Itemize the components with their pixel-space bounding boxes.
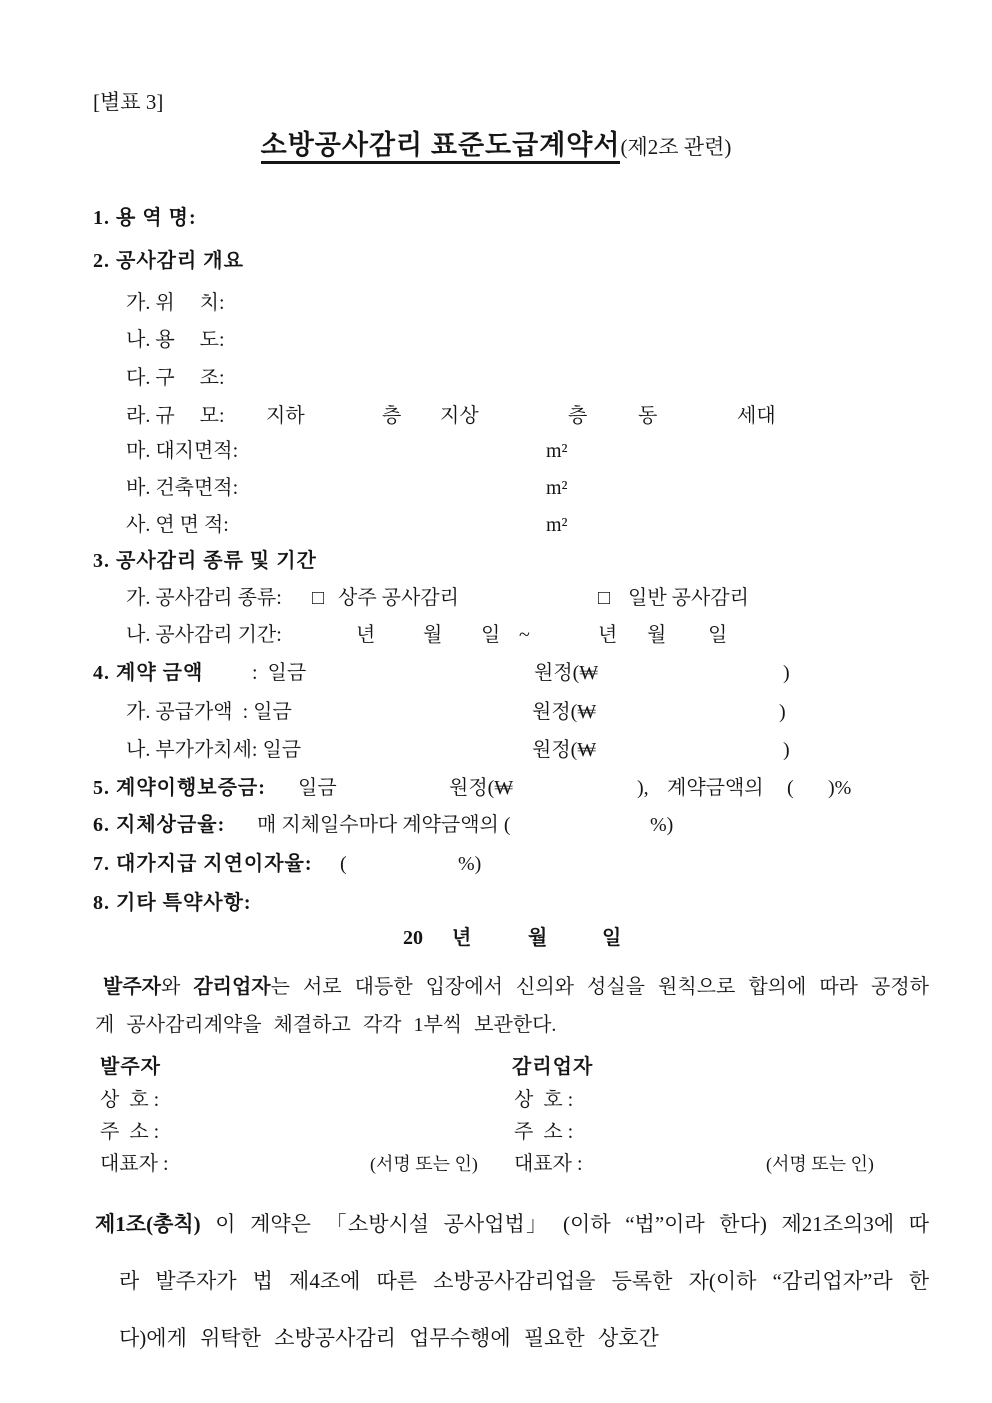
- performance-bond-close: ),: [637, 777, 649, 799]
- overview-location-label: 가. 위 치:: [126, 292, 225, 314]
- intro-supervisor-bold: 감리업자: [193, 976, 271, 998]
- supervision-period-label: 나. 공사감리 기간:: [126, 624, 282, 646]
- building-area-label: 바. 건축면적:: [126, 477, 239, 499]
- contract-amount-label: 4. 계약 금액: [93, 662, 204, 684]
- performance-bond-open-paren: (: [787, 777, 794, 799]
- period-end-month: 월: [647, 624, 667, 646]
- date-year-label: 년: [452, 927, 472, 949]
- overview-use-label: 나. 용 도:: [126, 329, 225, 351]
- vat-amount-won: 원정(₩: [532, 739, 597, 761]
- checkbox-resident-supervision: □: [312, 587, 325, 609]
- supervisor-seal-note: (서명 또는 인): [766, 1154, 874, 1174]
- annex-label: [별표 3]: [93, 90, 164, 114]
- period-start-day: 일: [481, 624, 501, 646]
- checkbox-general-supervision: □: [598, 587, 611, 609]
- performance-bond-won: 원정(₩: [449, 777, 514, 799]
- supervisor-address-label: 주 소 :: [514, 1121, 574, 1143]
- option-general-supervision: 일반 공사감리: [628, 587, 749, 609]
- title-line: [0, 123, 992, 162]
- delay-penalty-percent: %): [650, 814, 674, 836]
- late-interest-open-paren: (: [340, 853, 347, 875]
- period-end-year: 년: [598, 624, 618, 646]
- performance-bond-percent: )%: [828, 777, 852, 799]
- intro-body-text: 는 서로 대등한 입장에서 신의와 성실을 원칙으로 합의에 따라 공정하게 공사감리계약을 체결하고 각각 1부씩 보관한다.: [95, 976, 929, 1036]
- supply-amount-label: 가. 공급가액 : 일금: [126, 701, 292, 723]
- signature-supervisor-title: 감리업자: [512, 1056, 594, 1078]
- performance-bond-ilgeum: 일금: [298, 777, 337, 799]
- client-seal-note: (서명 또는 인): [370, 1154, 478, 1174]
- form-item-supervision-kind-period: 3. 공사감리 종류 및 기간: [93, 550, 317, 572]
- client-representative-label: 대표자 :: [100, 1153, 169, 1175]
- delay-penalty-label: 6. 지체상금율:: [93, 814, 226, 836]
- late-interest-percent: %): [458, 853, 482, 875]
- client-company-label: 상 호 :: [100, 1089, 160, 1111]
- intro-particle-1: 와: [160, 976, 194, 998]
- late-interest-label: 7. 대가지급 지연이자율:: [93, 853, 313, 875]
- article-1-heading: 제1조(총칙): [95, 1212, 201, 1236]
- date-year-prefix: 20: [403, 927, 423, 949]
- overview-structure-label: 다. 구 조:: [126, 367, 225, 389]
- performance-bond-label: 5. 계약이행보증금:: [93, 777, 266, 799]
- scale-dong-unit: 동: [638, 405, 658, 427]
- supervision-type-label: 가. 공사감리 종류:: [126, 587, 282, 609]
- contract-amount-ilgeum: : 일금: [252, 662, 307, 684]
- form-item-service-name: 1. 용 역 명:: [93, 207, 197, 229]
- delay-penalty-text: 매 지체일수마다 계약금액의 (: [257, 814, 511, 836]
- scale-floor-unit-1: 층: [382, 405, 402, 427]
- date-day-label: 일: [602, 927, 622, 949]
- building-area-unit: m²: [546, 477, 568, 499]
- vat-amount-close: ): [783, 739, 790, 761]
- period-start-month: 월: [423, 624, 443, 646]
- period-tilde: ~: [519, 624, 530, 646]
- vat-amount-label: 나. 부가가치세: 일금: [126, 739, 302, 761]
- intro-client-bold: 발주자: [103, 976, 161, 998]
- contract-amount-close: ): [783, 662, 790, 684]
- supply-amount-won: 원정(₩: [532, 701, 597, 723]
- scale-floor-unit-2: 층: [568, 405, 588, 427]
- period-end-day: 일: [708, 624, 728, 646]
- supply-amount-close: ): [779, 701, 786, 723]
- form-item-overview: 2. 공사감리 개요: [93, 250, 244, 272]
- supervisor-company-label: 상 호 :: [514, 1089, 574, 1111]
- floor-area-label: 사. 연 면 적:: [126, 514, 229, 536]
- contract-amount-won: 원정(₩: [534, 662, 599, 684]
- document-title-note: (제2조 관련): [620, 135, 732, 159]
- article-1-text: 이 계약은 「소방시설 공사업법」 (이하 “법”이라 한다) 제21조의3에 따라 발주자가 법 제4조에 따른 소방공사감리업을 등록한 자(이하 “감리업자”라 한다)에게 위탁한 소방공사감리 업무수행에 필요한 상호간: [119, 1212, 929, 1350]
- floor-area-unit: m²: [546, 514, 568, 536]
- date-month-label: 월: [528, 927, 548, 949]
- signature-client-title: 발주자: [100, 1056, 161, 1078]
- article-1-paragraph: [95, 1196, 929, 1367]
- period-start-year: 년: [356, 624, 376, 646]
- site-area-label: 마. 대지면적:: [126, 440, 239, 462]
- performance-bond-rate-label: 계약금액의: [667, 777, 764, 799]
- document-title: 소방공사감리 표준도급계약서: [261, 130, 621, 164]
- agreement-intro-paragraph: [95, 968, 929, 1044]
- scale-underground: 지하: [266, 405, 305, 427]
- supervisor-representative-label: 대표자 :: [514, 1153, 583, 1175]
- scale-ground: 지상: [440, 405, 479, 427]
- site-area-unit: m²: [546, 440, 568, 462]
- option-resident-supervision: 상주 공사감리: [338, 587, 459, 609]
- overview-scale-label: 라. 규 모:: [126, 405, 225, 427]
- scale-household-unit: 세대: [737, 405, 776, 427]
- form-item-special-terms: 8. 기타 특약사항:: [93, 892, 252, 914]
- client-address-label: 주 소 :: [100, 1121, 160, 1143]
